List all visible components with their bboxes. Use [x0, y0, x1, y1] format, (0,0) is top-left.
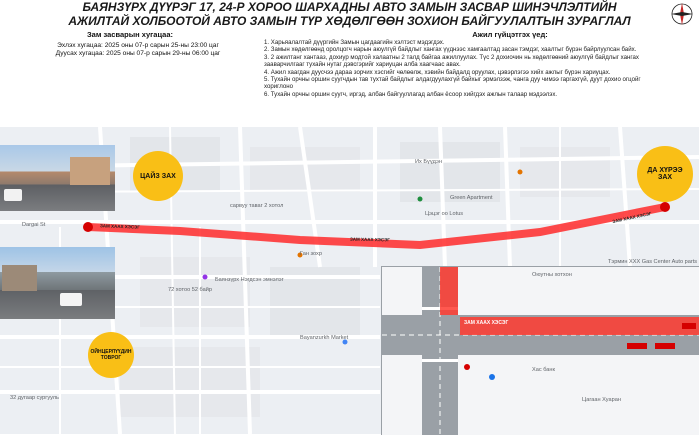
- closure-label: ЗАМ ХААХ ХЭСЭГ: [611, 210, 652, 225]
- requirements-heading: Ажил гүйцэтгэх үед:: [472, 30, 548, 39]
- compass-icon: [670, 2, 694, 26]
- street-photo-1: [0, 145, 115, 211]
- place-label: Цэцэг оо Lotus: [425, 211, 464, 217]
- street-label: Dargai St: [22, 222, 46, 228]
- requirement-item: 6. Тухайн орчны оршин суугч, иргэд, албан байгууллагад албан ёсоор хийгдэх ажлын талаар мэдээлэх.: [264, 90, 558, 98]
- place-label: 72 хотоо 52 байр: [168, 287, 212, 293]
- building-icon: [70, 157, 110, 185]
- place-label: Хас банк: [532, 367, 555, 373]
- place-label: Ган зохр: [300, 251, 322, 257]
- requirements-list: [264, 39, 684, 98]
- requirement-item: зааварчилгааг тухайн нутаг дэвсгэрийг хариуцан алба хаагчаас авах.: [264, 61, 461, 69]
- schedule-heading: Зам засварын хугацаа:: [86, 30, 174, 39]
- zone-start-marker: [133, 151, 183, 201]
- closure-label: ЗАМ ХААХ ХЭСЭГ: [99, 223, 140, 230]
- car-icon: [60, 293, 82, 306]
- requirement-item: 3. 2 ажилтанг хантааз, дохиур модтой халаатны 2 талд байгаа ажиллуулах. Түс 2 дохиочин нь хөдөлгөөний аюулгүй байдлыг хангах: [264, 53, 639, 61]
- place-label: Тэрмин XXX Gas Center Auto parts: [608, 259, 698, 265]
- zone-end-label: ДА ХҮРЭЭ ЗАХ: [647, 167, 683, 181]
- title-line-1: БАЯНЗҮРХ ДҮҮРЭГ 17, 24-Р ХОРОО ШАРХАДНЫ АВТО ЗАМЫН ЗАСВАР ШИНЭЧЛЭЛТИЙН: [82, 0, 617, 14]
- street-photo-2: [0, 247, 115, 319]
- schedule-end: Дуусах хугацаа: 2025 оны 07-р сарын 29-ны 06:00 цаг: [55, 50, 221, 57]
- schedule-start: Эхлэх хугацаа: 2025 оны 07-р сарын 25-ны 23:00 цаг: [57, 42, 219, 49]
- zone-start-label: ЦАЙЗ ЗАХ: [140, 172, 176, 180]
- closure-diagram: [381, 266, 699, 435]
- place-label: Bayanzurkh Market: [300, 335, 349, 341]
- place-label: Оюутны хотхон: [532, 272, 572, 278]
- place-label: Цагаан Хуаран: [582, 397, 621, 403]
- place-label: Green Apartment: [450, 195, 493, 201]
- place-label: Их Бүүдэн: [415, 159, 442, 165]
- requirement-item: 4. Ажил хаагдан дуусчээ дараа зорчих хэсгийг чөлөөлж, хэвийн байдалд оруулах, цэвэрлэгээ хийх ажлыг бүрэн хариуцах.: [264, 68, 611, 76]
- building-icon: [2, 265, 37, 291]
- title-line-2: АЖИЛТАЙ ХОЛБООТОЙ АВТО ЗАМЫН ТҮР ХӨДӨЛГӨӨН ЗОХИОН БАЙГУУЛАЛТЫН ЗУРАГЛАЛ: [68, 14, 631, 28]
- zone-end-marker: [637, 146, 693, 202]
- closure-label: ЗАМ ХААХ ХЭСЭГ: [349, 236, 390, 243]
- detour-label: ОЙНЦЕРЛҮҮДИН ТОВРОГ: [90, 349, 132, 361]
- page-title: [0, 0, 699, 28]
- car-icon: [4, 189, 22, 201]
- place-label: сарвуу таваг 2 хотол: [230, 203, 284, 209]
- closure-diagram-canvas: [382, 267, 699, 435]
- requirement-item: 2. Замын хөдөлгөөнд оролцогч нарын аюулгүй байдлыг хангах үүднээс хамгаалтад засан тэмдэг, хаалтыг бүрэн байрлуулсан байх.: [264, 46, 637, 54]
- requirement-item: 5. Тухайн орчны оршин суугчдын тав тухтай байдлыг алдагдуулахгүй байхыг эрмэлзэж, чанга дуу чимээ гаргахгүй, дуут дохио огцойг: [264, 76, 641, 84]
- diagram-closure-label: ЗАМ ХААХ ХЭСЭГ: [464, 320, 509, 326]
- requirement-item: хориглоно: [264, 83, 294, 91]
- requirement-item: 1. Харьяалалтай дүүргийн Замын цагдаагийн хэлтэст мэдэгдэх.: [264, 39, 445, 46]
- place-label: Баянзүрх Нэгдсэн эмнэлэг: [215, 277, 284, 283]
- detour-marker: [88, 332, 134, 378]
- place-label: 32 дугаар сургууль: [10, 395, 59, 401]
